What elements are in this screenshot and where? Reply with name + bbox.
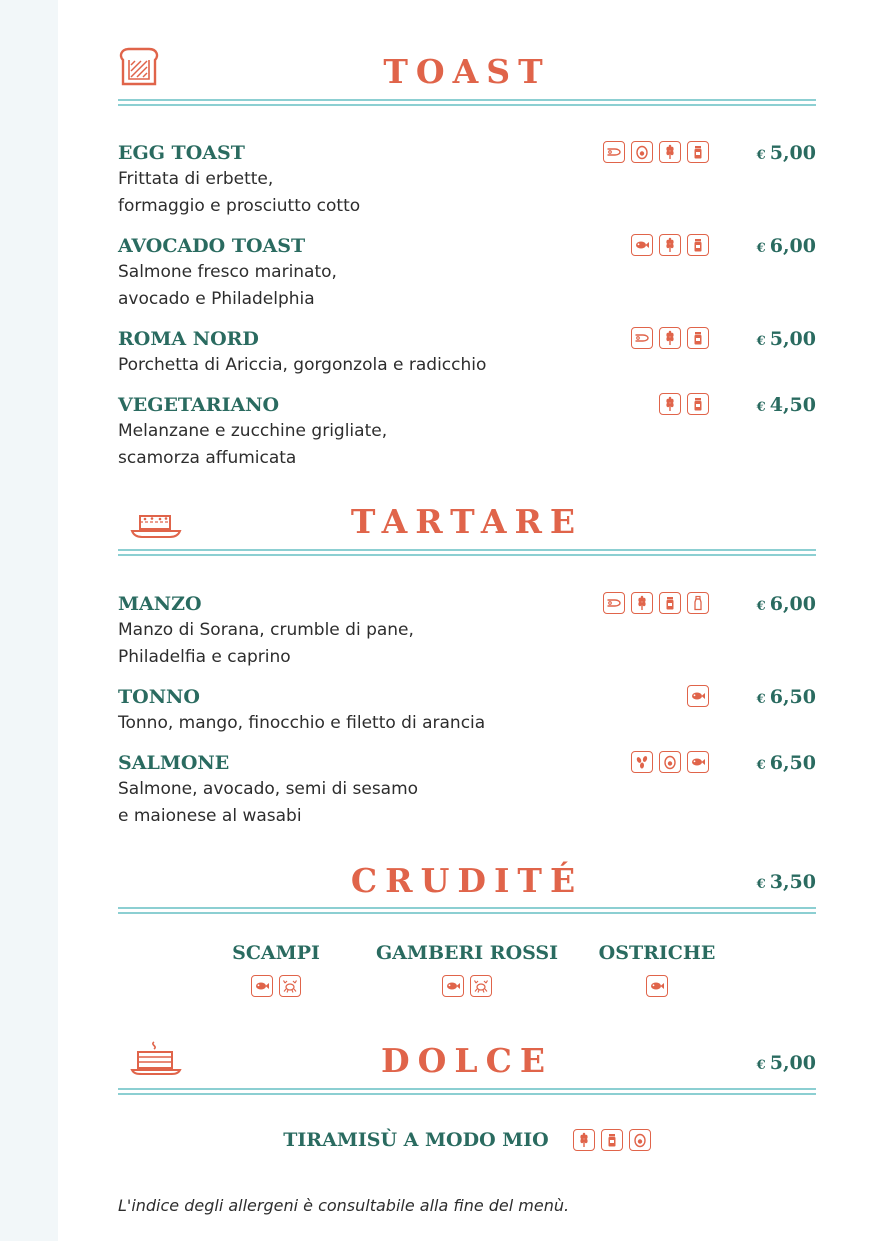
section-price-crudite: € 3,50 [756,871,816,893]
menu-item [118,141,816,220]
item-description [118,776,816,830]
allergen-icons [659,393,709,415]
allergen-icons [176,975,376,997]
crab-icon [470,975,492,997]
menu-item [118,327,816,379]
item-description [118,418,816,472]
menu-item [118,393,816,472]
egg-icon [629,1129,651,1151]
item-name: AVOCADO TOAST [118,235,306,257]
allergen-icons [631,234,709,256]
description-line: avocado e Philadelphia [118,289,315,309]
fish-icon [687,751,709,773]
gluten-icon [631,592,653,614]
fish-icon [631,234,653,256]
description-line: Salmone, avocado, semi di sesamo [118,779,419,799]
dairy-icon [687,393,709,415]
description-line: e maionese al wasabi [118,806,302,826]
allergen-icons [631,751,709,773]
item-description [118,617,816,671]
crudite-item [557,941,757,997]
item-name: OSTRICHE [598,942,716,964]
item-price: € 6,00 [756,593,816,615]
item-name: VEGETARIANO [118,394,280,416]
item-name: SALMONE [118,752,230,774]
description-line: Frittata di erbette, [118,169,274,189]
allergen-icons [631,327,709,349]
item-name: TONNO [118,686,200,708]
milk-bottle-icon [687,592,709,614]
description-line: formaggio e prosciutto cotto [118,196,361,216]
gluten-icon [659,234,681,256]
meat-icon [603,141,625,163]
egg-icon [631,141,653,163]
allergen-icons [557,975,757,997]
dessert-item [118,1128,816,1152]
description-line: Salmone fresco marinato, [118,262,337,282]
allergen-icons [573,1129,651,1151]
description-line: Melanzane e zucchine grigliate, [118,421,388,441]
section-title-toast: TOAST [383,52,551,91]
item-name: ROMA NORD [118,328,259,350]
crab-icon [279,975,301,997]
section-title-tartare: TARTARE [350,502,584,541]
section-divider [118,1088,816,1095]
description-line: scamorza affumicata [118,448,297,468]
gluten-icon [659,327,681,349]
section-divider [118,549,816,556]
item-description [118,710,816,737]
fish-icon [442,975,464,997]
fish-icon [251,975,273,997]
crudite-item [367,941,567,997]
section-divider [118,907,816,914]
description-line: Philadelfia e caprino [118,647,291,667]
meat-icon [631,327,653,349]
item-price: € 6,00 [756,235,816,257]
sesame-icon [631,751,653,773]
gluten-icon [659,393,681,415]
menu-item [118,234,816,313]
allergen-icons [367,975,567,997]
allergen-icons [603,592,709,614]
section-title-crudite: CRUDITÉ [350,861,584,900]
item-description [118,259,816,313]
dairy-icon [687,327,709,349]
gluten-icon [573,1129,595,1151]
item-description [118,166,816,220]
item-name: MANZO [118,593,202,615]
item-name: TIRAMISÙ A MODO MIO [283,1129,549,1151]
fish-icon [687,685,709,707]
description-line: Tonno, mango, finocchio e filetto di arancia [118,713,486,733]
section-price-dolce: € 5,00 [756,1052,816,1074]
dairy-icon [601,1129,623,1151]
dairy-icon [687,234,709,256]
allergen-icons [687,685,709,707]
section-divider [118,99,816,106]
fish-icon [646,975,668,997]
item-description [118,352,816,379]
menu-item [118,592,816,671]
meat-icon [603,592,625,614]
menu-item [118,751,816,830]
item-name: SCAMPI [232,942,320,964]
allergen-icons [603,141,709,163]
crudite-item [176,941,376,997]
item-price: € 5,00 [756,142,816,164]
egg-icon [659,751,681,773]
item-price: € 5,00 [756,328,816,350]
menu-item [118,685,816,737]
gluten-icon [659,141,681,163]
item-price: € 6,50 [756,752,816,774]
section-title-dolce: DOLCE [381,1041,553,1080]
dairy-icon [687,141,709,163]
dairy-icon [659,592,681,614]
item-name: EGG TOAST [118,142,245,164]
item-price: € 4,50 [756,394,816,416]
description-line: Manzo di Sorana, crumble di pane, [118,620,414,640]
allergen-footnote: L'indice degli allergeni è consultabile alla fine del menù. [118,1196,570,1215]
item-price: € 6,50 [756,686,816,708]
item-name: GAMBERI ROSSI [375,942,559,964]
description-line: Porchetta di Ariccia, gorgonzola e radicchio [118,355,487,375]
